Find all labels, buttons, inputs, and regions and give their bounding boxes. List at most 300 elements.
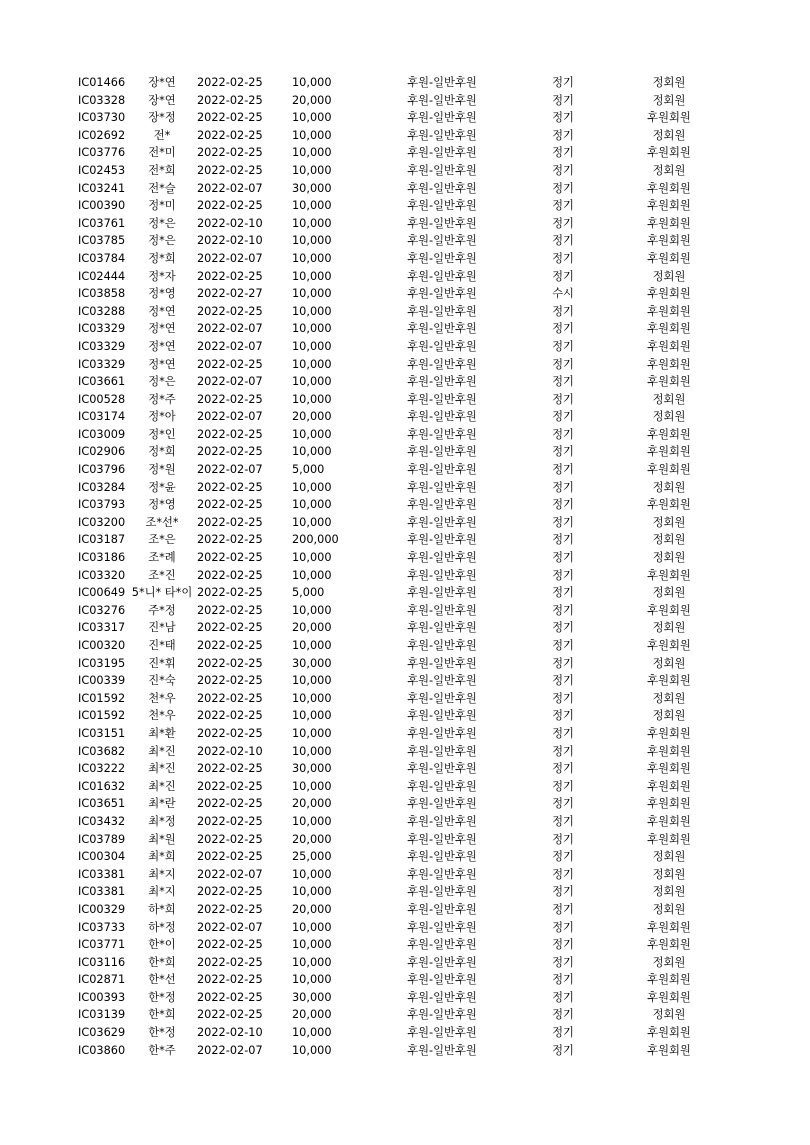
membership-cell: 후원회원 bbox=[647, 287, 691, 301]
donation-date-cell: 2022-02-25 bbox=[197, 111, 263, 125]
frequency-cell: 정기 bbox=[552, 216, 574, 230]
donor-name-cell: 하*정 bbox=[148, 920, 176, 934]
amount-cell: 10,000 bbox=[292, 867, 332, 881]
membership-cell: 후원회원 bbox=[647, 146, 691, 160]
donation-type-cell: 후원-일반후원 bbox=[407, 445, 477, 459]
donor-name-cell: 정*아 bbox=[148, 410, 176, 424]
member-id-cell: IC03860 bbox=[78, 1043, 126, 1057]
membership-cell: 정회원 bbox=[652, 533, 686, 547]
donation-type-cell: 후원-일반후원 bbox=[407, 128, 477, 142]
membership-cell: 정회원 bbox=[652, 656, 686, 670]
donation-date-cell: 2022-02-25 bbox=[197, 498, 263, 512]
donation-type-cell: 후원-일반후원 bbox=[407, 181, 477, 195]
donation-date-cell: 2022-02-25 bbox=[197, 392, 263, 406]
member-id-cell: IC00329 bbox=[78, 902, 126, 916]
donation-date-cell: 2022-02-10 bbox=[197, 1026, 263, 1040]
membership-cell: 후원회원 bbox=[647, 427, 691, 441]
amount-cell: 10,000 bbox=[292, 709, 332, 723]
table-row bbox=[0, 461, 810, 479]
donor-name-cell: 전*미 bbox=[148, 146, 176, 160]
donation-type-cell: 후원-일반후원 bbox=[407, 797, 477, 811]
membership-cell: 후원회원 bbox=[647, 762, 691, 776]
donation-type-cell: 후원-일반후원 bbox=[407, 111, 477, 125]
frequency-cell: 정기 bbox=[552, 850, 574, 864]
donation-date-cell: 2022-02-25 bbox=[197, 199, 263, 213]
donation-type-cell: 후원-일반후원 bbox=[407, 568, 477, 582]
member-id-cell: IC03651 bbox=[78, 797, 126, 811]
member-id-cell: IC00390 bbox=[78, 199, 126, 213]
membership-cell: 후원회원 bbox=[647, 463, 691, 477]
amount-cell: 10,000 bbox=[292, 199, 332, 213]
table-row bbox=[0, 514, 810, 532]
membership-cell: 정회원 bbox=[652, 515, 686, 529]
membership-cell: 정회원 bbox=[652, 691, 686, 705]
member-id-cell: IC03793 bbox=[78, 498, 126, 512]
amount-cell: 10,000 bbox=[292, 603, 332, 617]
table-row bbox=[0, 971, 810, 989]
membership-cell: 정회원 bbox=[652, 850, 686, 864]
donation-type-cell: 후원-일반후원 bbox=[407, 938, 477, 952]
donation-type-cell: 후원-일반후원 bbox=[407, 885, 477, 899]
donor-name-cell: 정*은 bbox=[148, 216, 176, 230]
table-row bbox=[0, 320, 810, 338]
membership-cell: 후원회원 bbox=[647, 498, 691, 512]
membership-cell: 후원회원 bbox=[647, 779, 691, 793]
donation-type-cell: 후원-일반후원 bbox=[407, 603, 477, 617]
donation-date-cell: 2022-02-07 bbox=[197, 339, 263, 353]
frequency-cell: 정기 bbox=[552, 445, 574, 459]
membership-cell: 후원회원 bbox=[647, 234, 691, 248]
table-row bbox=[0, 496, 810, 514]
amount-cell: 10,000 bbox=[292, 128, 332, 142]
member-id-cell: IC03288 bbox=[78, 304, 126, 318]
donor-name-cell: 정*영 bbox=[148, 498, 176, 512]
donation-date-cell: 2022-02-25 bbox=[197, 990, 263, 1004]
member-id-cell: IC03661 bbox=[78, 375, 126, 389]
donation-date-cell: 2022-02-25 bbox=[197, 568, 263, 582]
membership-cell: 정회원 bbox=[652, 392, 686, 406]
frequency-cell: 정기 bbox=[552, 427, 574, 441]
membership-cell: 후원회원 bbox=[647, 639, 691, 652]
donation-type-cell: 후원-일반후원 bbox=[407, 850, 477, 864]
donor-name-cell: 진*태 bbox=[148, 639, 176, 652]
frequency-cell: 정기 bbox=[552, 128, 574, 142]
table-row bbox=[0, 866, 810, 884]
member-id-cell: IC03381 bbox=[78, 885, 126, 899]
donor-name-cell: 한*정 bbox=[148, 1026, 176, 1040]
donation-date-cell: 2022-02-25 bbox=[197, 639, 263, 652]
donation-date-cell: 2022-02-07 bbox=[197, 181, 263, 195]
donor-name-cell: 천*우 bbox=[148, 691, 176, 705]
amount-cell: 20,000 bbox=[292, 1008, 332, 1022]
membership-cell: 후원회원 bbox=[647, 990, 691, 1004]
member-id-cell: IC02444 bbox=[78, 269, 126, 283]
frequency-cell: 정기 bbox=[552, 779, 574, 793]
member-id-cell: IC03432 bbox=[78, 814, 126, 828]
amount-cell: 30,000 bbox=[292, 762, 332, 776]
donation-date-cell: 2022-02-25 bbox=[197, 850, 263, 864]
donor-name-cell: 한*주 bbox=[148, 1043, 176, 1057]
donation-date-cell: 2022-02-25 bbox=[197, 832, 263, 846]
amount-cell: 10,000 bbox=[292, 568, 332, 582]
table-row bbox=[0, 690, 810, 708]
amount-cell: 200,000 bbox=[292, 533, 339, 547]
donation-type-cell: 후원-일반후원 bbox=[407, 955, 477, 969]
donation-date-cell: 2022-02-25 bbox=[197, 603, 263, 617]
frequency-cell: 정기 bbox=[552, 586, 574, 600]
donation-date-cell: 2022-02-25 bbox=[197, 586, 263, 600]
amount-cell: 10,000 bbox=[292, 779, 332, 793]
table-row bbox=[0, 391, 810, 409]
table-row bbox=[0, 725, 810, 743]
frequency-cell: 정기 bbox=[552, 762, 574, 776]
donation-type-cell: 후원-일반후원 bbox=[407, 744, 477, 758]
frequency-cell: 정기 bbox=[552, 1008, 574, 1022]
table-row bbox=[0, 144, 810, 162]
member-id-cell: IC01466 bbox=[78, 76, 126, 89]
member-id-cell: IC03784 bbox=[78, 251, 126, 265]
donation-date-cell: 2022-02-25 bbox=[197, 93, 263, 107]
frequency-cell: 정기 bbox=[552, 410, 574, 424]
donor-name-cell: 한*정 bbox=[148, 990, 176, 1004]
amount-cell: 20,000 bbox=[292, 902, 332, 916]
member-id-cell: IC03682 bbox=[78, 744, 126, 758]
donation-type-cell: 후원-일반후원 bbox=[407, 1043, 477, 1057]
membership-cell: 후원회원 bbox=[647, 1026, 691, 1040]
donation-type-cell: 후원-일반후원 bbox=[407, 639, 477, 652]
member-id-cell: IC00304 bbox=[78, 850, 126, 864]
membership-cell: 후원회원 bbox=[647, 216, 691, 230]
amount-cell: 10,000 bbox=[292, 639, 332, 652]
amount-cell: 10,000 bbox=[292, 1043, 332, 1057]
frequency-cell: 정기 bbox=[552, 234, 574, 248]
table-row bbox=[0, 549, 810, 567]
frequency-cell: 수시 bbox=[552, 287, 574, 301]
donor-name-cell: 조*선* bbox=[145, 515, 179, 529]
donor-name-cell: 최*정 bbox=[148, 814, 176, 828]
donation-type-cell: 후원-일반후원 bbox=[407, 163, 477, 177]
donation-type-cell: 후원-일반후원 bbox=[407, 287, 477, 301]
amount-cell: 10,000 bbox=[292, 111, 332, 125]
donation-type-cell: 후원-일반후원 bbox=[407, 339, 477, 353]
donor-name-cell: 주*정 bbox=[148, 603, 176, 617]
frequency-cell: 정기 bbox=[552, 357, 574, 371]
donor-name-cell: 정*영 bbox=[148, 287, 176, 301]
member-id-cell: IC01592 bbox=[78, 691, 126, 705]
donor-name-cell: 전* bbox=[153, 128, 171, 142]
frequency-cell: 정기 bbox=[552, 269, 574, 283]
donor-name-cell: 하*희 bbox=[148, 902, 176, 916]
membership-cell: 후원회원 bbox=[647, 339, 691, 353]
amount-cell: 10,000 bbox=[292, 551, 332, 565]
membership-cell: 후원회원 bbox=[647, 357, 691, 371]
amount-cell: 10,000 bbox=[292, 322, 332, 336]
table-row bbox=[0, 74, 810, 92]
amount-cell: 30,000 bbox=[292, 990, 332, 1004]
amount-cell: 10,000 bbox=[292, 357, 332, 371]
table-row bbox=[0, 215, 810, 233]
donation-type-cell: 후원-일반후원 bbox=[407, 357, 477, 371]
donor-name-cell: 최*진 bbox=[148, 762, 176, 776]
frequency-cell: 정기 bbox=[552, 1043, 574, 1057]
membership-cell: 정회원 bbox=[652, 1008, 686, 1022]
frequency-cell: 정기 bbox=[552, 392, 574, 406]
member-id-cell: IC03320 bbox=[78, 568, 126, 582]
donation-date-cell: 2022-02-25 bbox=[197, 357, 263, 371]
table-row bbox=[0, 813, 810, 831]
frequency-cell: 정기 bbox=[552, 322, 574, 336]
donation-date-cell: 2022-02-25 bbox=[197, 269, 263, 283]
frequency-cell: 정기 bbox=[552, 551, 574, 565]
table-row bbox=[0, 795, 810, 813]
membership-cell: 정회원 bbox=[652, 867, 686, 881]
amount-cell: 10,000 bbox=[292, 76, 332, 89]
donor-name-cell: 장*연 bbox=[148, 76, 176, 89]
member-id-cell: IC03317 bbox=[78, 621, 126, 635]
donor-name-cell: 정*자 bbox=[148, 269, 176, 283]
member-id-cell: IC03776 bbox=[78, 146, 126, 160]
donation-type-cell: 후원-일반후원 bbox=[407, 533, 477, 547]
donation-date-cell: 2022-02-25 bbox=[197, 762, 263, 776]
table-row bbox=[0, 408, 810, 426]
donor-name-cell: 한*이 bbox=[148, 938, 176, 952]
member-id-cell: IC03200 bbox=[78, 515, 126, 529]
donor-name-cell: 정*윤 bbox=[148, 480, 176, 494]
donation-date-cell: 2022-02-25 bbox=[197, 427, 263, 441]
frequency-cell: 정기 bbox=[552, 199, 574, 213]
membership-cell: 정회원 bbox=[652, 410, 686, 424]
table-row bbox=[0, 883, 810, 901]
member-id-cell: IC02692 bbox=[78, 128, 126, 142]
amount-cell: 10,000 bbox=[292, 515, 332, 529]
donor-name-cell: 전*슬 bbox=[148, 181, 176, 195]
membership-cell: 후원회원 bbox=[647, 445, 691, 459]
amount-cell: 10,000 bbox=[292, 973, 332, 987]
donation-type-cell: 후원-일반후원 bbox=[407, 410, 477, 424]
frequency-cell: 정기 bbox=[552, 480, 574, 494]
amount-cell: 10,000 bbox=[292, 427, 332, 441]
donation-date-cell: 2022-02-10 bbox=[197, 216, 263, 230]
donation-date-cell: 2022-02-25 bbox=[197, 973, 263, 987]
donation-type-cell: 후원-일반후원 bbox=[407, 392, 477, 406]
donor-name-cell: 장*연 bbox=[148, 93, 176, 107]
donor-name-cell: 최*지 bbox=[148, 885, 176, 899]
amount-cell: 10,000 bbox=[292, 304, 332, 318]
table-row bbox=[0, 109, 810, 127]
donation-date-cell: 2022-02-25 bbox=[197, 709, 263, 723]
donor-name-cell: 5*니* 타*이 bbox=[131, 586, 193, 600]
donation-type-cell: 후원-일반후원 bbox=[407, 427, 477, 441]
donation-type-cell: 후원-일반후원 bbox=[407, 93, 477, 107]
donation-type-cell: 후원-일반후원 bbox=[407, 867, 477, 881]
donor-name-cell: 최*지 bbox=[148, 867, 176, 881]
amount-cell: 10,000 bbox=[292, 445, 332, 459]
frequency-cell: 정기 bbox=[552, 639, 574, 652]
donation-type-cell: 후원-일반후원 bbox=[407, 1008, 477, 1022]
amount-cell: 5,000 bbox=[292, 463, 325, 477]
donation-date-cell: 2022-02-25 bbox=[197, 445, 263, 459]
donor-name-cell: 정*미 bbox=[148, 199, 176, 213]
donor-name-cell: 조*진 bbox=[148, 568, 176, 582]
donation-type-cell: 후원-일반후원 bbox=[407, 1026, 477, 1040]
frequency-cell: 정기 bbox=[552, 163, 574, 177]
table-row bbox=[0, 162, 810, 180]
donation-date-cell: 2022-02-07 bbox=[197, 920, 263, 934]
member-id-cell: IC03381 bbox=[78, 867, 126, 881]
frequency-cell: 정기 bbox=[552, 146, 574, 160]
donor-name-cell: 진*남 bbox=[148, 621, 176, 635]
amount-cell: 10,000 bbox=[292, 375, 332, 389]
amount-cell: 10,000 bbox=[292, 885, 332, 899]
amount-cell: 10,000 bbox=[292, 1026, 332, 1040]
donation-date-cell: 2022-02-07 bbox=[197, 322, 263, 336]
donor-name-cell: 한*희 bbox=[148, 955, 176, 969]
amount-cell: 10,000 bbox=[292, 216, 332, 230]
donor-name-cell: 정*연 bbox=[148, 304, 176, 318]
membership-cell: 후원회원 bbox=[647, 744, 691, 758]
amount-cell: 30,000 bbox=[292, 656, 332, 670]
donor-name-cell: 최*란 bbox=[148, 797, 176, 811]
donor-name-cell: 한*선 bbox=[148, 973, 176, 987]
table-row bbox=[0, 356, 810, 374]
donation-type-cell: 후원-일반후원 bbox=[407, 762, 477, 776]
member-id-cell: IC00320 bbox=[78, 639, 126, 652]
amount-cell: 10,000 bbox=[292, 674, 332, 688]
frequency-cell: 정기 bbox=[552, 339, 574, 353]
member-id-cell: IC00339 bbox=[78, 674, 126, 688]
donation-type-cell: 후원-일반후원 bbox=[407, 146, 477, 160]
amount-cell: 10,000 bbox=[292, 392, 332, 406]
donation-date-cell: 2022-02-25 bbox=[197, 621, 263, 635]
donation-date-cell: 2022-02-25 bbox=[197, 76, 263, 89]
table-row bbox=[0, 831, 810, 849]
donor-name-cell: 전*희 bbox=[148, 163, 176, 177]
table-row bbox=[0, 1006, 810, 1024]
membership-cell: 후원회원 bbox=[647, 814, 691, 828]
donation-date-cell: 2022-02-25 bbox=[197, 515, 263, 529]
table-row bbox=[0, 303, 810, 321]
donation-type-cell: 후원-일반후원 bbox=[407, 902, 477, 916]
frequency-cell: 정기 bbox=[552, 920, 574, 934]
donor-name-cell: 정*희 bbox=[148, 445, 176, 459]
table-row bbox=[0, 936, 810, 954]
member-id-cell: IC02906 bbox=[78, 445, 126, 459]
donation-date-cell: 2022-02-25 bbox=[197, 656, 263, 670]
frequency-cell: 정기 bbox=[552, 603, 574, 617]
donation-date-cell: 2022-02-25 bbox=[197, 163, 263, 177]
donation-date-cell: 2022-02-25 bbox=[197, 691, 263, 705]
member-id-cell: IC03222 bbox=[78, 762, 126, 776]
member-id-cell: IC03328 bbox=[78, 93, 126, 107]
donation-date-cell: 2022-02-07 bbox=[197, 463, 263, 477]
membership-cell: 정회원 bbox=[652, 551, 686, 565]
amount-cell: 10,000 bbox=[292, 163, 332, 177]
frequency-cell: 정기 bbox=[552, 797, 574, 811]
donation-date-cell: 2022-02-10 bbox=[197, 234, 263, 248]
member-id-cell: IC03329 bbox=[78, 339, 126, 353]
donation-type-cell: 후원-일반후원 bbox=[407, 990, 477, 1004]
amount-cell: 10,000 bbox=[292, 146, 332, 160]
donation-type-cell: 후원-일반후원 bbox=[407, 920, 477, 934]
donation-type-cell: 후원-일반후원 bbox=[407, 76, 477, 89]
table-row bbox=[0, 602, 810, 620]
membership-cell: 정회원 bbox=[652, 480, 686, 494]
donation-type-cell: 후원-일반후원 bbox=[407, 199, 477, 213]
donor-name-cell: 최*원 bbox=[148, 832, 176, 846]
donation-date-cell: 2022-02-25 bbox=[197, 814, 263, 828]
donation-date-cell: 2022-02-07 bbox=[197, 375, 263, 389]
donor-name-cell: 정*은 bbox=[148, 234, 176, 248]
donor-name-cell: 정*연 bbox=[148, 322, 176, 336]
amount-cell: 10,000 bbox=[292, 955, 332, 969]
donor-name-cell: 정*원 bbox=[148, 463, 176, 477]
donation-type-cell: 후원-일반후원 bbox=[407, 586, 477, 600]
member-id-cell: IC03116 bbox=[78, 955, 126, 969]
amount-cell: 10,000 bbox=[292, 269, 332, 283]
donation-date-cell: 2022-02-25 bbox=[197, 146, 263, 160]
member-id-cell: IC01592 bbox=[78, 709, 126, 723]
table-row bbox=[0, 197, 810, 215]
donation-type-cell: 후원-일반후원 bbox=[407, 251, 477, 265]
amount-cell: 10,000 bbox=[292, 691, 332, 705]
donation-date-cell: 2022-02-25 bbox=[197, 902, 263, 916]
membership-cell: 정회원 bbox=[652, 163, 686, 177]
donor-name-cell: 진*휘 bbox=[148, 656, 176, 670]
member-id-cell: IC03186 bbox=[78, 551, 126, 565]
frequency-cell: 정기 bbox=[552, 902, 574, 916]
donation-type-cell: 후원-일반후원 bbox=[407, 498, 477, 512]
donor-name-cell: 조*은 bbox=[148, 533, 176, 547]
donation-date-cell: 2022-02-25 bbox=[197, 797, 263, 811]
membership-cell: 후원회원 bbox=[647, 322, 691, 336]
donor-name-cell: 정*인 bbox=[148, 427, 176, 441]
member-id-cell: IC03771 bbox=[78, 938, 126, 952]
donation-date-cell: 2022-02-25 bbox=[197, 551, 263, 565]
donation-type-cell: 후원-일반후원 bbox=[407, 674, 477, 688]
donation-type-cell: 후원-일반후원 bbox=[407, 656, 477, 670]
donation-type-cell: 후원-일반후원 bbox=[407, 779, 477, 793]
donation-type-cell: 후원-일반후원 bbox=[407, 304, 477, 318]
donation-type-cell: 후원-일반후원 bbox=[407, 814, 477, 828]
member-id-cell: IC01632 bbox=[78, 779, 126, 793]
membership-cell: 후원회원 bbox=[647, 726, 691, 740]
member-id-cell: IC03789 bbox=[78, 832, 126, 846]
table-row bbox=[0, 531, 810, 549]
membership-cell: 후원회원 bbox=[647, 938, 691, 952]
membership-cell: 정회원 bbox=[652, 76, 686, 89]
table-row bbox=[0, 127, 810, 145]
frequency-cell: 정기 bbox=[552, 674, 574, 688]
member-id-cell: IC03139 bbox=[78, 1008, 126, 1022]
membership-cell: 후원회원 bbox=[647, 1043, 691, 1057]
membership-cell: 정회원 bbox=[652, 709, 686, 723]
donation-date-cell: 2022-02-25 bbox=[197, 304, 263, 318]
frequency-cell: 정기 bbox=[552, 814, 574, 828]
donor-name-cell: 정*연 bbox=[148, 357, 176, 371]
donation-type-cell: 후원-일반후원 bbox=[407, 832, 477, 846]
frequency-cell: 정기 bbox=[552, 691, 574, 705]
membership-cell: 후원회원 bbox=[647, 603, 691, 617]
member-id-cell: IC03629 bbox=[78, 1026, 126, 1040]
table-row bbox=[0, 373, 810, 391]
amount-cell: 10,000 bbox=[292, 938, 332, 952]
table-row bbox=[0, 567, 810, 585]
table-row bbox=[0, 672, 810, 690]
table-row bbox=[0, 619, 810, 637]
member-id-cell: IC02871 bbox=[78, 973, 126, 987]
donor-name-cell: 천*우 bbox=[148, 709, 176, 723]
membership-cell: 후원회원 bbox=[647, 111, 691, 125]
